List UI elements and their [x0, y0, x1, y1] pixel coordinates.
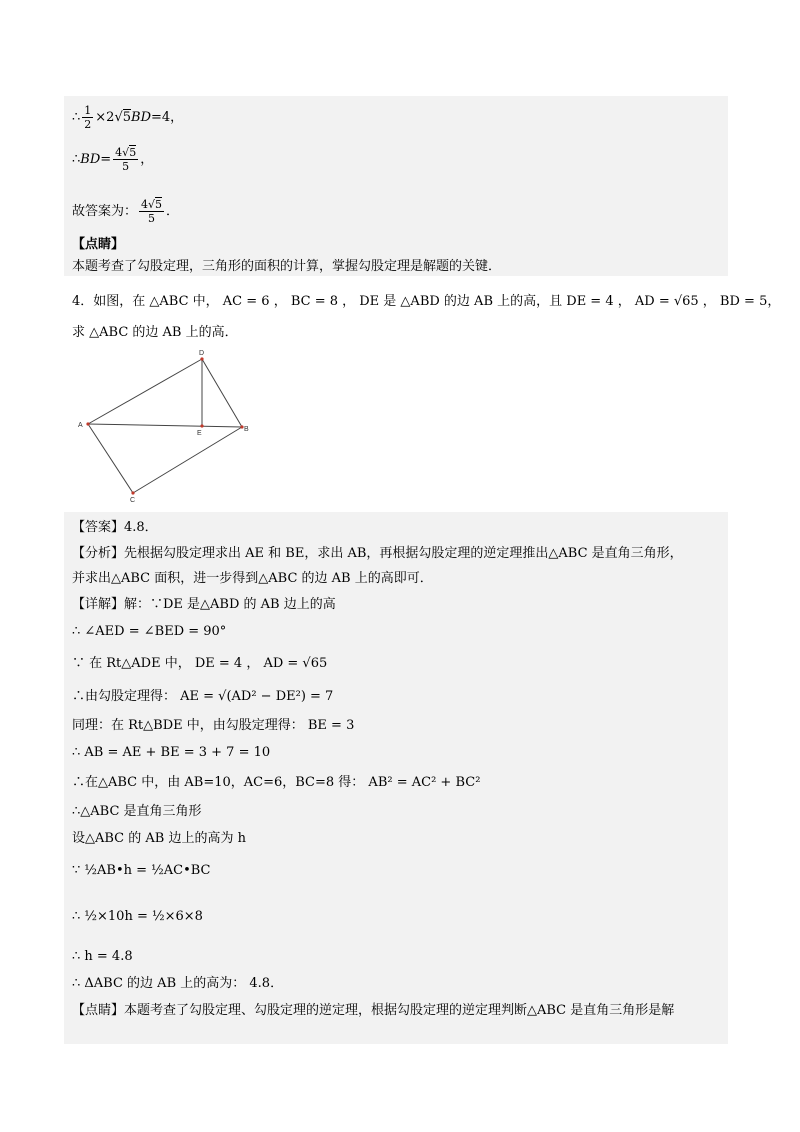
step-line: ∴ ΔABC 的边 AB 上的高为： 4.8． [72, 976, 284, 991]
label-B: B [244, 426, 249, 433]
step-line: ∵ ½AB•h = ½AC•BC [72, 863, 211, 878]
step-line: ∴△ABC 是直角三角形 [72, 804, 202, 819]
label-E: E [197, 430, 202, 437]
step-line: 设△ABC 的 AB 边上的高为 h [72, 831, 246, 846]
triangle-figure [72, 345, 272, 505]
text: = [100, 152, 112, 167]
analysis-line-2: 并求出△ABC 面积，进一步得到△ABC 的边 AB 上的高即可． [72, 571, 433, 586]
step-line [72, 146, 153, 173]
text: ， [140, 152, 154, 167]
text: 故答案为： [72, 204, 138, 219]
therefore-symbol: ∴ [72, 152, 81, 167]
therefore-symbol: ∴ [72, 110, 81, 125]
label-C: C [130, 497, 136, 504]
label-D: D [199, 350, 205, 357]
dianjing-heading: 【点睛】 [72, 237, 125, 252]
step-line: ∵ 在 Rt△ADE 中， DE = 4 ， AD = √65 [72, 656, 328, 671]
step-line: ∴ ∠AED = ∠BED = 90° [72, 624, 227, 639]
answer-heading: 【答案】4.8． [72, 520, 158, 535]
analysis-line-1: 【分析】先根据勾股定理求出 AE 和 BE，求出 AB，再根据勾股定理的逆定理推出△ABC 是直角三角形， [72, 546, 683, 561]
step-line [72, 104, 183, 131]
problem-line-2: 求 △ABC 的边 AB 上的高． [72, 325, 238, 340]
problem-line-1: 4．如图，在 △ABC 中， AC = 6 ， BC = 8 ， DE 是 △ABD 的边 AB 上的高，且 DE = 4 ， AD = √65 ， BD = 5， [72, 294, 781, 309]
dianjing-text: 本题考查了勾股定理，三角形的面积的计算，掌握勾股定理是解题的关键． [72, 259, 502, 274]
radicand: 5 [155, 198, 163, 211]
var: BD [80, 152, 101, 167]
text: ． [166, 204, 180, 219]
step-line: 同理：在 Rt△BDE 中，由勾股定理得： BE = 3 [72, 718, 355, 733]
answer-line [72, 198, 179, 225]
text: ×2 [95, 110, 115, 125]
radicand: 5 [129, 146, 137, 159]
num: 4 [141, 198, 149, 211]
fraction: $\frac{1}{2}$ [84, 104, 92, 131]
label-A: A [78, 422, 83, 429]
var: BD [131, 110, 152, 125]
num: 4 [115, 146, 123, 159]
fraction: $\frac{4√5}{5}$ [141, 198, 163, 225]
step-line: ∴在△ABC 中，由 AB=10，AC=6，BC=8 得： AB² = AC² + BC² [72, 775, 481, 790]
den: 5 [148, 212, 156, 225]
fraction: $\frac{4√5}{5}$ [115, 146, 137, 173]
step-line: ∴ h = 4.8 [72, 949, 133, 964]
step-line: ∴ ½×10h = ½×6×8 [72, 909, 203, 924]
step-line: ∴由勾股定理得： AE = √(AD² − DE²) = 7 [72, 689, 334, 704]
detail-heading: 【详解】解：∵DE 是△ABD 的 AB 边上的高 [72, 597, 336, 612]
step-line: ∴ AB = AE + BE = 3 + 7 = 10 [72, 745, 271, 760]
text: =4， [151, 110, 184, 125]
den: 5 [122, 160, 130, 173]
sqrt: √5 [114, 110, 132, 125]
dianjing-text: 【点睛】本题考查了勾股定理、勾股定理的逆定理，根据勾股定理的逆定理判断△ABC 是直角三角形是解 [72, 1003, 675, 1018]
radicand: 5 [122, 110, 132, 125]
